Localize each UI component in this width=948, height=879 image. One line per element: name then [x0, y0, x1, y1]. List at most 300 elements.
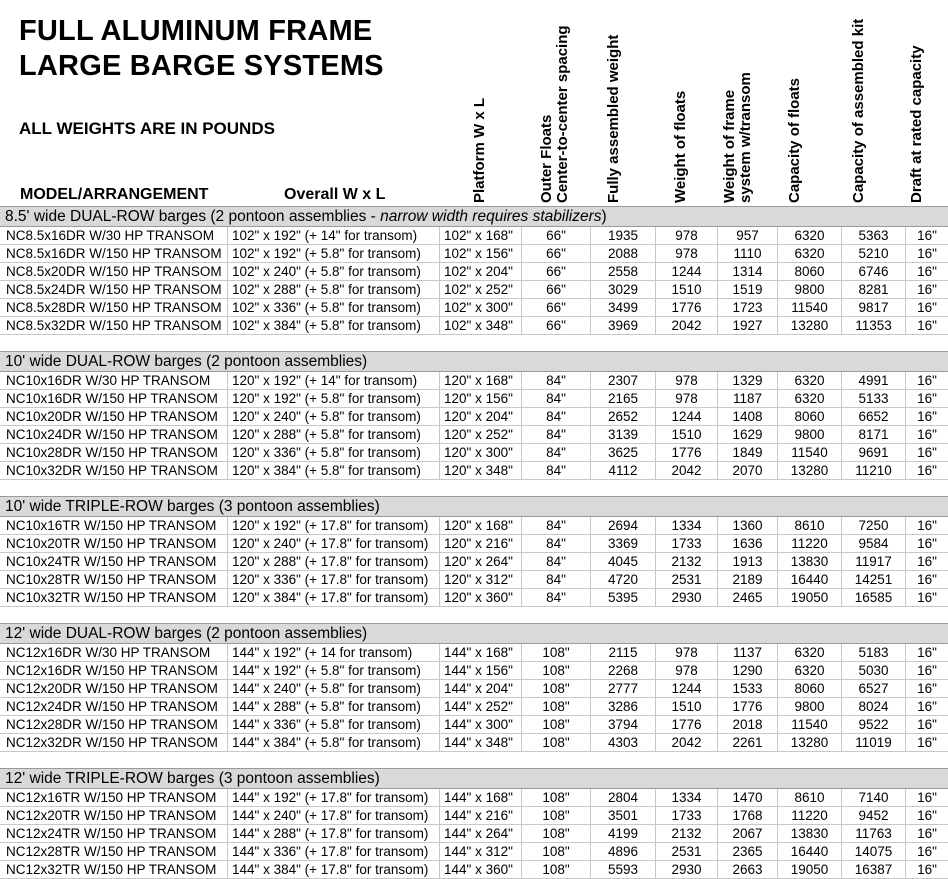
cell-float-spacing: 84" — [522, 390, 591, 407]
header-spacing: Outer Floats Center-to-center spacing — [538, 25, 571, 203]
cell-frame-weight: 2465 — [718, 589, 778, 606]
table-row — [0, 861, 948, 879]
cell-float-weight: 1510 — [656, 281, 718, 298]
table-row — [0, 299, 948, 317]
cell-kit-capacity: 8171 — [842, 426, 906, 443]
cell-full-weight: 2694 — [591, 517, 656, 534]
table-section — [0, 623, 948, 752]
table-row — [0, 589, 948, 607]
cell-float-capacity: 8610 — [778, 517, 842, 534]
cell-platform-size: 102" x 300" — [440, 299, 522, 316]
cell-frame-weight: 2663 — [718, 861, 778, 878]
table-row — [0, 535, 948, 553]
cell-full-weight: 3286 — [591, 698, 656, 715]
cell-kit-capacity: 14075 — [842, 843, 906, 860]
table-row — [0, 245, 948, 263]
section-title: 12' wide TRIPLE-ROW barges (3 pontoon assemblies) — [0, 769, 948, 789]
cell-kit-capacity: 8281 — [842, 281, 906, 298]
cell-model: NC12x16DR W/30 HP TRANSOM — [0, 644, 228, 661]
cell-kit-capacity: 7140 — [842, 789, 906, 806]
cell-float-capacity: 6320 — [778, 227, 842, 244]
section-spacer — [0, 480, 948, 496]
cell-frame-weight: 1519 — [718, 281, 778, 298]
table-row — [0, 317, 948, 335]
section-title: 8.5' wide DUAL-ROW barges (2 pontoon assemblies - narrow width requires stabilizers) — [0, 207, 948, 227]
cell-float-weight: 978 — [656, 227, 718, 244]
cell-full-weight: 3139 — [591, 426, 656, 443]
cell-model: NC10x24TR W/150 HP TRANSOM — [0, 553, 228, 570]
cell-float-weight: 2042 — [656, 734, 718, 751]
cell-float-spacing: 66" — [522, 227, 591, 244]
cell-platform-size: 120" x 300" — [440, 444, 522, 461]
cell-platform-size: 120" x 252" — [440, 426, 522, 443]
cell-float-capacity: 9800 — [778, 426, 842, 443]
title-line-2: LARGE BARGE SYSTEMS — [19, 50, 384, 82]
cell-platform-size: 102" x 348" — [440, 317, 522, 334]
cell-draft: 16" — [917, 645, 937, 660]
cell-float-capacity: 8060 — [778, 263, 842, 280]
cell-draft: 16" — [917, 699, 937, 714]
cell-overall-size: 102" x 336" (+ 5.8" for transom) — [228, 299, 440, 316]
cell-platform-size: 102" x 168" — [440, 227, 522, 244]
cell-platform-size: 102" x 156" — [440, 245, 522, 262]
cell-kit-capacity: 5183 — [842, 644, 906, 661]
cell-float-spacing: 66" — [522, 299, 591, 316]
cell-frame-weight: 2365 — [718, 843, 778, 860]
cell-kit-capacity: 8024 — [842, 698, 906, 715]
cell-overall-size: 120" x 384" (+ 17.8" for transom) — [228, 589, 440, 606]
cell-platform-size: 144" x 360" — [440, 861, 522, 878]
cell-float-spacing: 108" — [522, 825, 591, 842]
cell-float-capacity: 13830 — [778, 553, 842, 570]
cell-draft: 16" — [917, 391, 937, 406]
section-spacer — [0, 752, 948, 768]
cell-full-weight: 2804 — [591, 789, 656, 806]
cell-model: NC8.5x16DR W/150 HP TRANSOM — [0, 245, 228, 262]
cell-full-weight: 2652 — [591, 408, 656, 425]
barge-table — [0, 206, 948, 879]
cell-float-spacing: 84" — [522, 408, 591, 425]
cell-float-spacing: 84" — [522, 517, 591, 534]
cell-float-spacing: 108" — [522, 734, 591, 751]
cell-model: NC8.5x32DR W/150 HP TRANSOM — [0, 317, 228, 334]
cell-platform-size: 120" x 168" — [440, 517, 522, 534]
cell-float-capacity: 13280 — [778, 462, 842, 479]
cell-frame-weight: 1470 — [718, 789, 778, 806]
cell-full-weight: 4720 — [591, 571, 656, 588]
cell-frame-weight: 1110 — [718, 245, 778, 262]
cell-full-weight: 3501 — [591, 807, 656, 824]
cell-full-weight: 4303 — [591, 734, 656, 751]
cell-platform-size: 144" x 300" — [440, 716, 522, 733]
cell-float-capacity: 8060 — [778, 680, 842, 697]
table-row — [0, 281, 948, 299]
cell-float-weight: 1244 — [656, 680, 718, 697]
cell-platform-size: 120" x 216" — [440, 535, 522, 552]
cell-overall-size: 144" x 384" (+ 5.8" for transom) — [228, 734, 440, 751]
cell-draft: 16" — [917, 681, 937, 696]
cell-full-weight: 3794 — [591, 716, 656, 733]
cell-platform-size: 144" x 348" — [440, 734, 522, 751]
cell-float-spacing: 84" — [522, 571, 591, 588]
cell-frame-weight: 1768 — [718, 807, 778, 824]
cell-platform-size: 144" x 312" — [440, 843, 522, 860]
cell-float-spacing: 66" — [522, 245, 591, 262]
cell-full-weight: 3499 — [591, 299, 656, 316]
header-frame-weight: Weight of frame system w/transom — [721, 72, 754, 203]
table-row — [0, 843, 948, 861]
cell-draft: 16" — [917, 427, 937, 442]
subtitle: ALL WEIGHTS ARE IN POUNDS — [19, 119, 275, 138]
cell-frame-weight: 2189 — [718, 571, 778, 588]
cell-float-capacity: 19050 — [778, 861, 842, 878]
cell-overall-size: 102" x 384" (+ 5.8" for transom) — [228, 317, 440, 334]
cell-overall-size: 144" x 240" (+ 17.8" for transom) — [228, 807, 440, 824]
cell-model: NC10x32DR W/150 HP TRANSOM — [0, 462, 228, 479]
cell-float-weight: 1244 — [656, 408, 718, 425]
cell-platform-size: 120" x 348" — [440, 462, 522, 479]
cell-model: NC12x16DR W/150 HP TRANSOM — [0, 662, 228, 679]
table-section — [0, 206, 948, 335]
cell-draft: 16" — [917, 463, 937, 478]
cell-frame-weight: 1360 — [718, 517, 778, 534]
cell-float-weight: 978 — [656, 245, 718, 262]
cell-kit-capacity: 16585 — [842, 589, 906, 606]
cell-model: NC8.5x16DR W/30 HP TRANSOM — [0, 227, 228, 244]
cell-kit-capacity: 6652 — [842, 408, 906, 425]
cell-float-weight: 978 — [656, 644, 718, 661]
header-full-weight: Fully assembled weight — [605, 34, 622, 203]
cell-overall-size: 144" x 336" (+ 17.8" for transom) — [228, 843, 440, 860]
cell-float-capacity: 13280 — [778, 734, 842, 751]
table-section — [0, 351, 948, 480]
cell-model: NC8.5x24DR W/150 HP TRANSOM — [0, 281, 228, 298]
cell-float-weight: 1776 — [656, 444, 718, 461]
cell-full-weight: 1935 — [591, 227, 656, 244]
cell-kit-capacity: 11019 — [842, 734, 906, 751]
table-section — [0, 768, 948, 879]
cell-float-weight: 978 — [656, 372, 718, 389]
cell-kit-capacity: 7250 — [842, 517, 906, 534]
cell-platform-size: 102" x 252" — [440, 281, 522, 298]
cell-model: NC10x28DR W/150 HP TRANSOM — [0, 444, 228, 461]
cell-float-spacing: 108" — [522, 716, 591, 733]
cell-overall-size: 120" x 192" (+ 14" for transom) — [228, 372, 440, 389]
cell-float-spacing: 84" — [522, 426, 591, 443]
cell-model: NC10x16DR W/150 HP TRANSOM — [0, 390, 228, 407]
cell-platform-size: 102" x 204" — [440, 263, 522, 280]
cell-float-weight: 1733 — [656, 807, 718, 824]
cell-float-capacity: 11540 — [778, 444, 842, 461]
table-row — [0, 263, 948, 281]
cell-full-weight: 2307 — [591, 372, 656, 389]
cell-overall-size: 144" x 192" (+ 14 for transom) — [228, 644, 440, 661]
cell-frame-weight: 2261 — [718, 734, 778, 751]
cell-model: NC12x24DR W/150 HP TRANSOM — [0, 698, 228, 715]
cell-full-weight: 3625 — [591, 444, 656, 461]
cell-draft: 16" — [917, 228, 937, 243]
cell-float-capacity: 13280 — [778, 317, 842, 334]
cell-model: NC8.5x20DR W/150 HP TRANSOM — [0, 263, 228, 280]
table-row — [0, 227, 948, 245]
table-row — [0, 517, 948, 535]
cell-overall-size: 120" x 240" (+ 5.8" for transom) — [228, 408, 440, 425]
cell-float-spacing: 108" — [522, 861, 591, 878]
cell-draft: 16" — [917, 590, 937, 605]
cell-draft: 16" — [917, 318, 937, 333]
cell-overall-size: 120" x 384" (+ 5.8" for transom) — [228, 462, 440, 479]
cell-draft: 16" — [917, 373, 937, 388]
cell-float-weight: 1776 — [656, 716, 718, 733]
cell-overall-size: 144" x 288" (+ 17.8" for transom) — [228, 825, 440, 842]
cell-frame-weight: 1329 — [718, 372, 778, 389]
cell-full-weight: 4045 — [591, 553, 656, 570]
table-row — [0, 716, 948, 734]
cell-draft: 16" — [917, 445, 937, 460]
cell-overall-size: 120" x 288" (+ 5.8" for transom) — [228, 426, 440, 443]
cell-full-weight: 4112 — [591, 462, 656, 479]
page-title — [19, 14, 384, 84]
cell-float-weight: 1334 — [656, 517, 718, 534]
cell-float-weight: 2930 — [656, 589, 718, 606]
cell-float-weight: 2531 — [656, 571, 718, 588]
cell-model: NC12x20TR W/150 HP TRANSOM — [0, 807, 228, 824]
table-row — [0, 571, 948, 589]
cell-model: NC12x32DR W/150 HP TRANSOM — [0, 734, 228, 751]
section-title: 10' wide TRIPLE-ROW barges (3 pontoon assemblies) — [0, 497, 948, 517]
table-row — [0, 390, 948, 408]
cell-draft: 16" — [917, 300, 937, 315]
cell-overall-size: 102" x 192" (+ 5.8" for transom) — [228, 245, 440, 262]
cell-frame-weight: 1636 — [718, 535, 778, 552]
header-draft: Draft at rated capacity — [908, 45, 925, 203]
cell-float-capacity: 11540 — [778, 299, 842, 316]
section-spacer — [0, 607, 948, 623]
cell-overall-size: 144" x 384" (+ 17.8" for transom) — [228, 861, 440, 878]
cell-draft: 16" — [917, 663, 937, 678]
cell-kit-capacity: 5133 — [842, 390, 906, 407]
cell-float-spacing: 108" — [522, 662, 591, 679]
cell-kit-capacity: 9817 — [842, 299, 906, 316]
cell-float-spacing: 66" — [522, 263, 591, 280]
header-overall: Overall W x L — [284, 186, 386, 203]
table-row — [0, 644, 948, 662]
table-row — [0, 680, 948, 698]
cell-platform-size: 120" x 156" — [440, 390, 522, 407]
cell-float-capacity: 6320 — [778, 662, 842, 679]
cell-draft: 16" — [917, 282, 937, 297]
cell-float-capacity: 11220 — [778, 535, 842, 552]
table-row — [0, 444, 948, 462]
table-row — [0, 698, 948, 716]
cell-kit-capacity: 5363 — [842, 227, 906, 244]
cell-float-capacity: 6320 — [778, 644, 842, 661]
cell-full-weight: 4199 — [591, 825, 656, 842]
cell-draft: 16" — [917, 572, 937, 587]
cell-float-capacity: 11220 — [778, 807, 842, 824]
cell-float-spacing: 84" — [522, 553, 591, 570]
cell-draft: 16" — [917, 844, 937, 859]
cell-float-weight: 1244 — [656, 263, 718, 280]
cell-float-capacity: 13830 — [778, 825, 842, 842]
cell-float-capacity: 6320 — [778, 245, 842, 262]
cell-frame-weight: 1533 — [718, 680, 778, 697]
cell-model: NC10x16DR W/30 HP TRANSOM — [0, 372, 228, 389]
cell-model: NC10x20TR W/150 HP TRANSOM — [0, 535, 228, 552]
header-capacity-kit: Capacity of assembled kit — [850, 18, 867, 203]
cell-float-capacity: 16440 — [778, 843, 842, 860]
cell-overall-size: 120" x 288" (+ 17.8" for transom) — [228, 553, 440, 570]
cell-float-spacing: 108" — [522, 843, 591, 860]
cell-draft: 16" — [917, 735, 937, 750]
cell-float-spacing: 84" — [522, 589, 591, 606]
cell-float-spacing: 108" — [522, 644, 591, 661]
cell-overall-size: 120" x 192" (+ 5.8" for transom) — [228, 390, 440, 407]
cell-overall-size: 144" x 336" (+ 5.8" for transom) — [228, 716, 440, 733]
cell-draft: 16" — [917, 808, 937, 823]
cell-frame-weight: 2018 — [718, 716, 778, 733]
cell-overall-size: 102" x 192" (+ 14" for transom) — [228, 227, 440, 244]
cell-draft: 16" — [917, 409, 937, 424]
cell-full-weight: 2115 — [591, 644, 656, 661]
table-row — [0, 662, 948, 680]
cell-draft: 16" — [917, 264, 937, 279]
cell-frame-weight: 1723 — [718, 299, 778, 316]
cell-frame-weight: 1629 — [718, 426, 778, 443]
cell-draft: 16" — [917, 518, 937, 533]
cell-overall-size: 144" x 192" (+ 5.8" for transom) — [228, 662, 440, 679]
cell-float-spacing: 108" — [522, 680, 591, 697]
cell-kit-capacity: 6746 — [842, 263, 906, 280]
cell-overall-size: 102" x 240" (+ 5.8" for transom) — [228, 263, 440, 280]
cell-kit-capacity: 11763 — [842, 825, 906, 842]
cell-full-weight: 5593 — [591, 861, 656, 878]
cell-kit-capacity: 14251 — [842, 571, 906, 588]
cell-frame-weight: 1187 — [718, 390, 778, 407]
cell-float-weight: 978 — [656, 390, 718, 407]
cell-float-weight: 2042 — [656, 317, 718, 334]
table-row — [0, 553, 948, 571]
cell-draft: 16" — [917, 246, 937, 261]
table-row — [0, 734, 948, 752]
table-row — [0, 807, 948, 825]
cell-overall-size: 144" x 240" (+ 5.8" for transom) — [228, 680, 440, 697]
cell-draft: 16" — [917, 826, 937, 841]
cell-kit-capacity: 9452 — [842, 807, 906, 824]
table-row — [0, 825, 948, 843]
cell-float-capacity: 11540 — [778, 716, 842, 733]
cell-kit-capacity: 11917 — [842, 553, 906, 570]
cell-platform-size: 144" x 216" — [440, 807, 522, 824]
cell-frame-weight: 1290 — [718, 662, 778, 679]
cell-float-capacity: 9800 — [778, 698, 842, 715]
cell-kit-capacity: 9584 — [842, 535, 906, 552]
table-row — [0, 462, 948, 480]
cell-kit-capacity: 5030 — [842, 662, 906, 679]
cell-frame-weight: 2070 — [718, 462, 778, 479]
cell-platform-size: 144" x 168" — [440, 644, 522, 661]
section-title: 10' wide DUAL-ROW barges (2 pontoon assemblies) — [0, 352, 948, 372]
cell-float-capacity: 8610 — [778, 789, 842, 806]
table-row — [0, 408, 948, 426]
cell-platform-size: 120" x 264" — [440, 553, 522, 570]
cell-kit-capacity: 11353 — [842, 317, 906, 334]
cell-model: NC12x16TR W/150 HP TRANSOM — [0, 789, 228, 806]
cell-kit-capacity: 16387 — [842, 861, 906, 878]
cell-model: NC12x28TR W/150 HP TRANSOM — [0, 843, 228, 860]
cell-overall-size: 120" x 336" (+ 5.8" for transom) — [228, 444, 440, 461]
cell-frame-weight: 1913 — [718, 553, 778, 570]
title-line-1: FULL ALUMINUM FRAME — [19, 15, 373, 47]
cell-kit-capacity: 9691 — [842, 444, 906, 461]
cell-overall-size: 102" x 288" (+ 5.8" for transom) — [228, 281, 440, 298]
cell-platform-size: 144" x 252" — [440, 698, 522, 715]
cell-float-spacing: 66" — [522, 281, 591, 298]
section-title: 12' wide DUAL-ROW barges (2 pontoon assemblies) — [0, 624, 948, 644]
cell-float-capacity: 6320 — [778, 372, 842, 389]
header-platform: Platform W x L — [471, 97, 488, 203]
cell-kit-capacity: 4991 — [842, 372, 906, 389]
cell-frame-weight: 2067 — [718, 825, 778, 842]
cell-full-weight: 2558 — [591, 263, 656, 280]
cell-full-weight: 3369 — [591, 535, 656, 552]
cell-model: NC12x24TR W/150 HP TRANSOM — [0, 825, 228, 842]
cell-frame-weight: 957 — [718, 227, 778, 244]
cell-full-weight: 2088 — [591, 245, 656, 262]
cell-full-weight: 4896 — [591, 843, 656, 860]
cell-float-weight: 2132 — [656, 825, 718, 842]
cell-overall-size: 144" x 192" (+ 17.8" for transom) — [228, 789, 440, 806]
table-row — [0, 426, 948, 444]
cell-draft: 16" — [917, 790, 937, 805]
cell-platform-size: 144" x 168" — [440, 789, 522, 806]
cell-float-spacing: 108" — [522, 789, 591, 806]
table-row — [0, 789, 948, 807]
cell-model: NC12x20DR W/150 HP TRANSOM — [0, 680, 228, 697]
cell-platform-size: 144" x 204" — [440, 680, 522, 697]
cell-overall-size: 120" x 240" (+ 17.8" for transom) — [228, 535, 440, 552]
cell-frame-weight: 1137 — [718, 644, 778, 661]
cell-draft: 16" — [917, 717, 937, 732]
cell-float-spacing: 84" — [522, 535, 591, 552]
cell-platform-size: 144" x 264" — [440, 825, 522, 842]
cell-draft: 16" — [917, 536, 937, 551]
header-float-weight: Weight of floats — [672, 90, 689, 203]
cell-frame-weight: 1776 — [718, 698, 778, 715]
cell-float-spacing: 66" — [522, 317, 591, 334]
cell-full-weight: 3969 — [591, 317, 656, 334]
cell-float-weight: 2930 — [656, 861, 718, 878]
cell-float-spacing: 108" — [522, 698, 591, 715]
cell-model: NC8.5x28DR W/150 HP TRANSOM — [0, 299, 228, 316]
cell-platform-size: 120" x 312" — [440, 571, 522, 588]
section-spacer — [0, 335, 948, 351]
cell-full-weight: 5395 — [591, 589, 656, 606]
table-section — [0, 496, 948, 607]
cell-float-weight: 1733 — [656, 535, 718, 552]
cell-model: NC10x24DR W/150 HP TRANSOM — [0, 426, 228, 443]
cell-model: NC10x16TR W/150 HP TRANSOM — [0, 517, 228, 534]
cell-float-capacity: 8060 — [778, 408, 842, 425]
cell-model: NC12x28DR W/150 HP TRANSOM — [0, 716, 228, 733]
cell-float-weight: 2042 — [656, 462, 718, 479]
cell-model: NC10x32TR W/150 HP TRANSOM — [0, 589, 228, 606]
cell-float-capacity: 6320 — [778, 390, 842, 407]
cell-kit-capacity: 9522 — [842, 716, 906, 733]
cell-full-weight: 2268 — [591, 662, 656, 679]
cell-frame-weight: 1927 — [718, 317, 778, 334]
cell-full-weight: 3029 — [591, 281, 656, 298]
